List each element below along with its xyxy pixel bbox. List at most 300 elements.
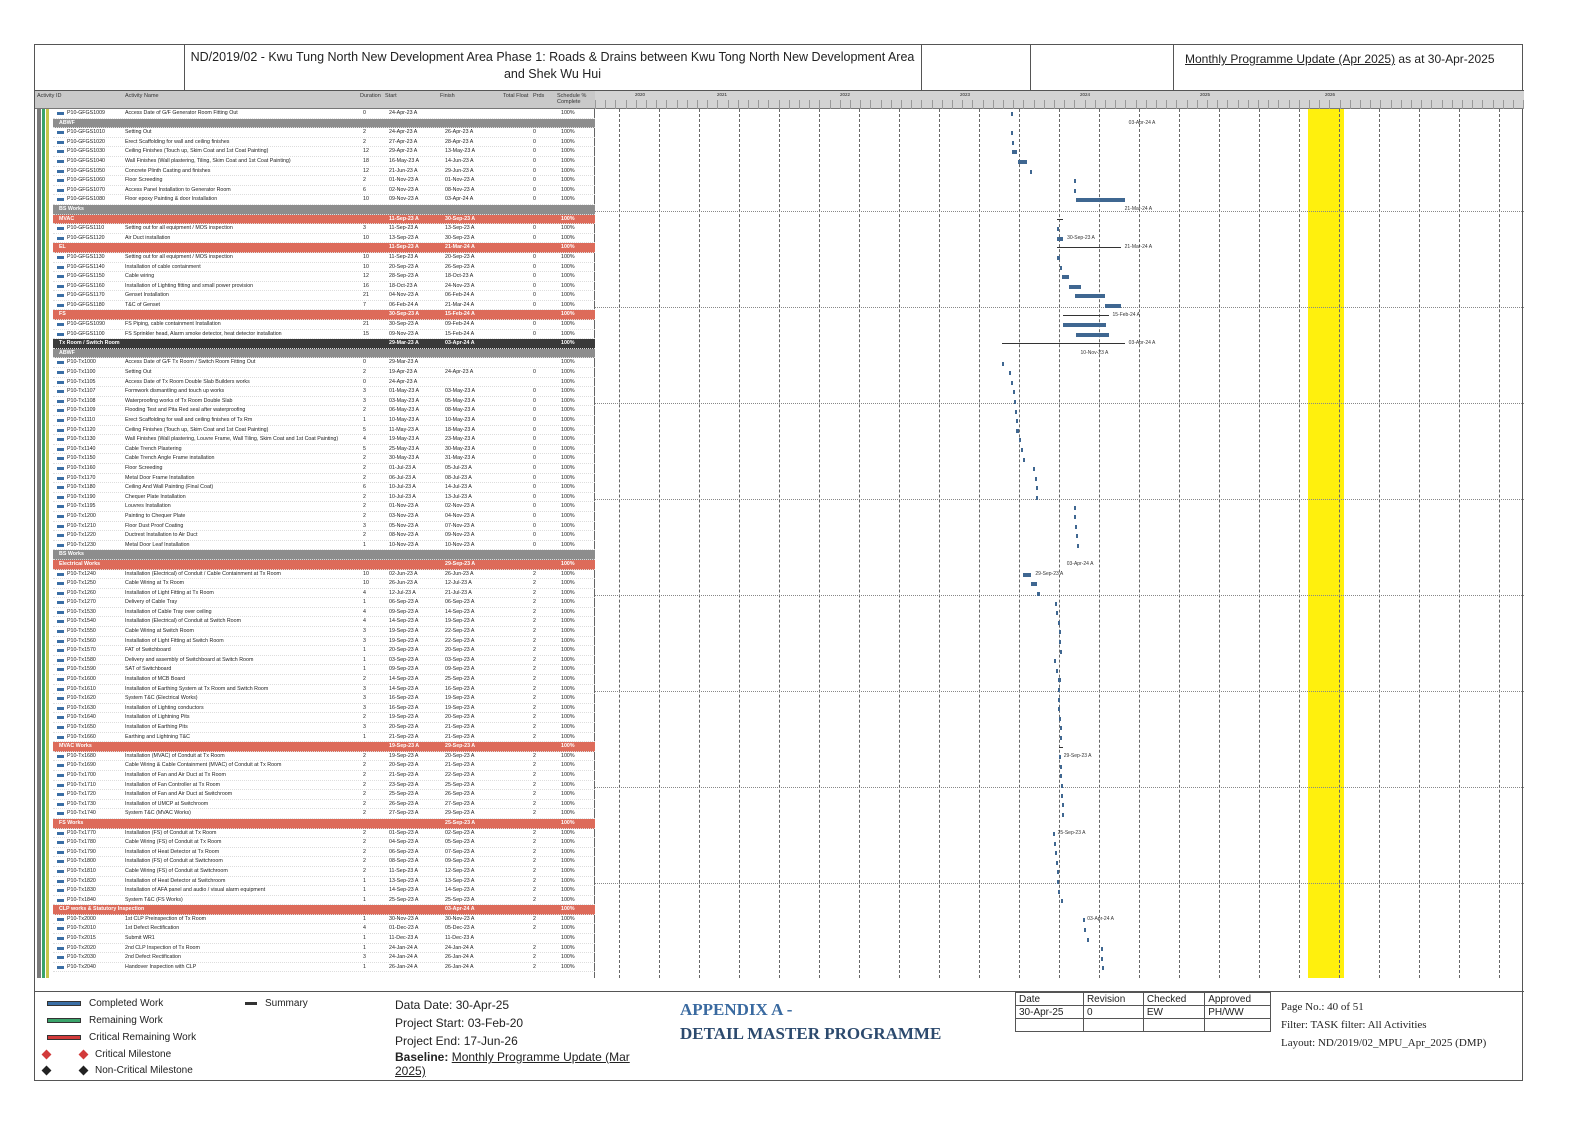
finish-date: 03-Apr-24 A — [445, 340, 475, 347]
finish-date: 26-Sep-23 A — [445, 263, 475, 270]
activity-bar — [1076, 333, 1108, 337]
table-row[interactable] — [53, 685, 595, 695]
table-row[interactable] — [53, 195, 595, 205]
table-row[interactable] — [53, 147, 595, 157]
title-divider — [1030, 45, 1031, 91]
table-row[interactable] — [53, 128, 595, 138]
table-row[interactable] — [53, 138, 595, 148]
activity-bar — [1058, 707, 1060, 711]
start-date: 06-Feb-24 A — [389, 301, 419, 308]
activity-id: P10-Tx1107 — [67, 388, 96, 395]
finish-date: 14-Jul-23 A — [445, 484, 472, 491]
activity-name: BS Works — [59, 205, 84, 212]
activity-id: P10-Tx1840 — [67, 896, 96, 903]
finish-date: 30-May-23 A — [445, 445, 476, 452]
table-row[interactable] — [53, 867, 595, 877]
table-row[interactable] — [53, 358, 595, 368]
total-float: 2 — [533, 647, 536, 654]
duration: 15 — [363, 330, 369, 337]
legend-label: Critical Remaining Work — [89, 1032, 197, 1043]
activity-id: P10-GFGS1160 — [67, 282, 105, 289]
month-tick — [850, 100, 851, 109]
start-date: 11-Sep-23 A — [389, 253, 419, 260]
start-date: 19-Sep-23 A — [389, 628, 419, 635]
start-date: 30-Nov-23 A — [389, 915, 419, 922]
table-row[interactable] — [53, 675, 595, 685]
start-date: 06-Jul-23 A — [389, 474, 416, 481]
finish-date: 05-Sep-23 A — [445, 839, 475, 846]
table-row[interactable] — [53, 512, 595, 522]
activity-id: P10-Tx1160 — [67, 464, 96, 471]
finish-date: 22-Sep-23 A — [445, 771, 475, 778]
activity-id: P10-Tx1610 — [67, 685, 96, 692]
group-row[interactable] — [53, 119, 595, 129]
percent-complete: 100% — [561, 426, 575, 433]
grid-line — [1019, 109, 1020, 978]
activity-name: Installation of Light Fitting at Tx Room — [125, 589, 214, 596]
activity-id: P10-Tx1560 — [67, 637, 96, 644]
percent-complete: 100% — [561, 282, 575, 289]
start-date: 25-May-23 A — [389, 445, 420, 452]
title-divider — [921, 45, 922, 91]
table-row[interactable] — [53, 944, 595, 954]
month-tick — [962, 100, 963, 109]
activity-id: P10-Tx1110 — [67, 417, 96, 423]
activity-bar-icon — [57, 620, 64, 623]
table-row[interactable] — [53, 493, 595, 503]
finish-date: 18-Oct-23 A — [445, 273, 474, 280]
activity-bar-icon — [57, 764, 64, 767]
table-row[interactable] — [53, 301, 595, 311]
activity-bar — [1059, 717, 1061, 721]
month-tick — [1472, 100, 1473, 109]
start-date: 16-Sep-23 A — [389, 704, 419, 711]
total-float: 2 — [533, 752, 536, 759]
table-row[interactable] — [53, 733, 595, 743]
table-row[interactable] — [53, 570, 595, 580]
total-float: 2 — [533, 704, 536, 711]
duration: 10 — [363, 580, 369, 587]
month-tick — [687, 100, 688, 109]
group-row[interactable] — [53, 243, 595, 253]
percent-complete: 100% — [561, 263, 575, 270]
total-float: 2 — [533, 656, 536, 663]
percent-complete: 100% — [561, 273, 575, 280]
table-row[interactable] — [53, 627, 595, 637]
total-float: 0 — [533, 301, 536, 308]
activity-id: P10-GFGS1050 — [67, 167, 105, 174]
activity-name: T&C of Genset — [125, 301, 161, 308]
table-row[interactable] — [53, 368, 595, 378]
finish-date: 20-Sep-23 A — [445, 253, 475, 260]
activity-name: Setting Out — [125, 369, 152, 376]
summary-bar — [1059, 747, 1062, 748]
grid-line — [1499, 109, 1500, 978]
table-row[interactable] — [53, 953, 595, 963]
finish-date: 08-May-23 A — [445, 407, 476, 414]
start-date: 06-Sep-23 A — [389, 599, 419, 606]
page-band-line — [595, 403, 1524, 404]
table-row[interactable] — [53, 656, 595, 666]
total-float: 2 — [533, 676, 536, 683]
start-date: 04-Sep-23 A — [389, 839, 419, 846]
activity-id: P10-Tx1220 — [67, 532, 96, 539]
activity-bar — [1102, 966, 1104, 970]
activity-id: P10-Tx1720 — [67, 791, 96, 798]
finish-date: 10-May-23 A — [445, 417, 476, 423]
activity-id: P10-GFGS1020 — [67, 138, 105, 145]
group-row[interactable] — [53, 905, 595, 915]
month-tick — [1482, 100, 1483, 109]
activity-name: Cable Trench Angle Frame installation — [125, 455, 215, 462]
finish-date: 26-Jan-24 A — [445, 954, 474, 961]
table-row[interactable] — [53, 167, 595, 177]
group-row[interactable] — [53, 560, 595, 570]
table-row[interactable] — [53, 915, 595, 925]
total-float: 0 — [533, 503, 536, 510]
group-row[interactable] — [53, 349, 595, 359]
table-row[interactable] — [53, 637, 595, 647]
month-tick — [1411, 100, 1412, 109]
duration: 2 — [363, 369, 366, 376]
activity-id: P10-Tx1000 — [67, 359, 96, 366]
finish-date: 04-Nov-23 A — [445, 512, 475, 519]
duration: 21 — [363, 292, 369, 299]
total-float: 0 — [533, 321, 536, 328]
activity-name: Access Date of G/F Tx Room / Switch Room Fitting Out — [125, 359, 256, 366]
month-tick — [1523, 100, 1524, 109]
month-tick — [1513, 100, 1514, 109]
percent-complete: 100% — [561, 541, 575, 548]
activity-name: Cable Wiring at Tx Room — [125, 580, 185, 587]
month-tick — [1309, 100, 1310, 109]
duration: 2 — [363, 512, 366, 519]
table-row[interactable] — [53, 934, 595, 944]
activity-bar — [1063, 323, 1106, 327]
start-date: 08-Sep-23 A — [389, 858, 419, 865]
table-row[interactable] — [53, 502, 595, 512]
wbs-stripe — [46, 109, 49, 978]
table-row[interactable] — [53, 320, 595, 330]
finish-date: 05-May-23 A — [445, 397, 476, 404]
percent-complete: 100% — [561, 148, 575, 155]
table-row[interactable] — [53, 838, 595, 848]
percent-complete: 100% — [561, 455, 575, 462]
finish-date: 06-Sep-23 A — [445, 599, 475, 606]
group-row[interactable] — [53, 550, 595, 560]
table-row[interactable] — [53, 416, 595, 426]
table-row[interactable] — [53, 800, 595, 810]
activity-bar — [1069, 285, 1081, 289]
activity-name: Installation of MCB Board — [125, 676, 186, 683]
rev-date: 30-Apr-25 — [1016, 1006, 1084, 1019]
filter-info: Filter: TASK filter: All Activities — [1281, 1019, 1427, 1031]
table-row[interactable] — [53, 483, 595, 493]
table-row[interactable] — [53, 579, 595, 589]
table-row[interactable] — [53, 272, 595, 282]
critical-milestone-icon — [42, 1050, 52, 1060]
activity-id: P10-Tx1550 — [67, 628, 96, 635]
update-title — [1185, 51, 1515, 68]
duration: 2 — [363, 407, 366, 414]
month-tick — [626, 100, 627, 109]
table-row[interactable] — [53, 426, 595, 436]
group-row[interactable] — [53, 339, 595, 349]
col-start: Start — [385, 93, 397, 99]
page-info — [1281, 998, 1486, 1052]
finish-date: 08-Jul-23 A — [445, 474, 472, 481]
table-row[interactable] — [53, 109, 595, 119]
duration: 1 — [363, 733, 366, 740]
percent-complete: 100% — [561, 157, 575, 164]
total-float: 2 — [533, 839, 536, 846]
percent-complete: 100% — [561, 186, 575, 193]
col-activity-name: Activity Name — [125, 93, 159, 99]
activity-name: Cable Trench Plastering — [125, 445, 182, 452]
activity-bar — [1033, 467, 1035, 471]
start-date: 01-Nov-23 A — [389, 177, 419, 184]
activity-name: Access Date of G/F Generator Room Fitting Out — [125, 110, 238, 116]
finish-date: 27-Sep-23 A — [445, 800, 475, 807]
finish-label: 03-Apr-24 A — [1087, 916, 1114, 923]
finish-date: 20-Sep-23 A — [445, 647, 475, 654]
table-row[interactable] — [53, 541, 595, 551]
table-row[interactable] — [53, 522, 595, 532]
duration: 2 — [363, 762, 366, 769]
table-row[interactable] — [53, 694, 595, 704]
activity-name: Installation of Lighting fitting and small power provision — [125, 282, 254, 289]
table-row[interactable] — [53, 896, 595, 906]
duration: 2 — [363, 474, 366, 481]
table-row[interactable] — [53, 713, 595, 723]
activity-bar — [1060, 266, 1062, 270]
table-row[interactable] — [53, 598, 595, 608]
month-tick — [1493, 100, 1494, 109]
activity-bar — [1037, 592, 1040, 596]
total-float: 2 — [533, 781, 536, 788]
table-row[interactable] — [53, 435, 595, 445]
activity-name: Setting out for all equipment / MOS inspection — [125, 253, 233, 260]
total-float: 0 — [533, 493, 536, 500]
table-row[interactable] — [53, 646, 595, 656]
table-row[interactable] — [53, 282, 595, 292]
start-date: 11-Sep-23 A — [389, 244, 419, 251]
rev-revision: 0 — [1083, 1006, 1143, 1019]
group-row[interactable] — [53, 205, 595, 215]
activity-bar-icon — [57, 841, 64, 844]
activity-bar-icon — [57, 678, 64, 681]
table-row[interactable] — [53, 761, 595, 771]
table-row[interactable] — [53, 723, 595, 733]
activity-id: P10-GFGS1060 — [67, 177, 105, 184]
duration: 2 — [363, 771, 366, 778]
month-tick — [1452, 100, 1453, 109]
start-date: 13-Sep-23 A — [389, 877, 419, 884]
duration: 1 — [363, 647, 366, 654]
table-row[interactable] — [53, 857, 595, 867]
finish-date: 05-Jul-23 A — [445, 464, 472, 471]
table-row[interactable] — [53, 378, 595, 388]
table-row[interactable] — [53, 224, 595, 234]
total-float: 0 — [533, 330, 536, 337]
start-date: 04-Nov-23 A — [389, 292, 419, 299]
activity-name: Cable Wiring (FS) of Conduit at Tx Room — [125, 839, 222, 846]
total-float: 2 — [533, 829, 536, 836]
month-tick — [646, 100, 647, 109]
total-float: 0 — [533, 445, 536, 452]
start-date: 11-Sep-23 A — [389, 225, 419, 232]
table-row[interactable] — [53, 253, 595, 263]
duration: 3 — [363, 695, 366, 702]
activity-bar — [1062, 813, 1064, 817]
month-tick — [952, 100, 953, 109]
start-date: 25-Sep-23 A — [389, 896, 419, 903]
table-row[interactable] — [53, 397, 595, 407]
year-label: 2022 — [840, 92, 851, 97]
timescale-header — [595, 91, 1524, 109]
table-row[interactable] — [53, 848, 595, 858]
table-row[interactable] — [53, 157, 595, 167]
activity-id: P10-Tx1810 — [67, 867, 96, 874]
table-row[interactable] — [53, 531, 595, 541]
table-row[interactable] — [53, 809, 595, 819]
total-float: 2 — [533, 810, 536, 817]
activity-bar-icon — [57, 851, 64, 854]
activity-bar-icon — [57, 170, 64, 173]
table-row[interactable] — [53, 829, 595, 839]
grid-line — [1299, 109, 1300, 978]
table-row[interactable] — [53, 963, 595, 973]
percent-complete: 100% — [561, 244, 575, 251]
duration: 2 — [363, 800, 366, 807]
table-row[interactable] — [53, 263, 595, 273]
table-row[interactable] — [53, 330, 595, 340]
activity-name: Earthing and Lightning T&C — [125, 733, 190, 740]
table-row[interactable] — [53, 186, 595, 196]
table-row[interactable] — [53, 877, 595, 887]
duration: 10 — [363, 570, 369, 577]
finish-date: 19-Sep-23 A — [445, 618, 475, 625]
duration: 5 — [363, 445, 366, 452]
total-float: 2 — [533, 733, 536, 740]
month-tick — [942, 100, 943, 109]
month-tick — [891, 100, 892, 109]
table-row[interactable] — [53, 387, 595, 397]
grid-line — [739, 109, 740, 978]
duration: 2 — [363, 455, 366, 462]
table-row[interactable] — [53, 924, 595, 934]
table-row[interactable] — [53, 665, 595, 675]
duration: 10 — [363, 263, 369, 270]
start-date: 02-Nov-23 A — [389, 186, 419, 193]
rev-header-date: Date — [1016, 993, 1084, 1006]
total-float: 2 — [533, 925, 536, 932]
activity-name: Cable Wiring & Cable Containment (MVAC) of Conduit at Tx Room — [125, 762, 282, 769]
activity-bar — [1016, 429, 1018, 433]
group-row[interactable] — [53, 215, 595, 225]
start-date: 24-Jan-24 A — [389, 954, 418, 961]
start-date: 21-Sep-23 A — [389, 733, 419, 740]
month-tick — [1442, 100, 1443, 109]
table-row[interactable] — [53, 176, 595, 186]
duration: 2 — [363, 867, 366, 874]
finish-label: 29-Sep-23 A — [1063, 753, 1092, 760]
table-row[interactable] — [53, 464, 595, 474]
activity-bar — [1013, 390, 1015, 394]
group-row[interactable] — [53, 819, 595, 829]
finish-date: 30-Sep-23 A — [445, 215, 476, 222]
percent-complete: 100% — [561, 714, 575, 721]
legend-critical — [47, 1032, 196, 1043]
table-row[interactable] — [53, 291, 595, 301]
table-row[interactable] — [53, 589, 595, 599]
percent-complete: 100% — [561, 963, 575, 970]
duration: 1 — [363, 935, 366, 942]
year-label: 2026 — [1325, 92, 1336, 97]
table-row[interactable] — [53, 704, 595, 714]
activity-bar-icon — [57, 285, 64, 288]
percent-complete: 100% — [561, 944, 575, 951]
start-date: 21-Jun-23 A — [389, 167, 418, 174]
activity-name: Floor Screeding — [125, 464, 163, 471]
table-row[interactable] — [53, 234, 595, 244]
activity-bar-icon — [57, 237, 64, 240]
finish-date: 28-Apr-23 A — [445, 138, 474, 145]
activity-name: ABWF — [59, 119, 75, 126]
activity-bar — [1074, 506, 1076, 510]
summary-bar — [1002, 343, 1125, 344]
revision-table — [1015, 992, 1271, 1038]
table-row[interactable] — [53, 454, 595, 464]
percent-complete: 100% — [561, 637, 575, 644]
percent-complete: 100% — [561, 819, 575, 826]
total-float: 2 — [533, 762, 536, 769]
activity-bar-icon — [57, 832, 64, 835]
table-row[interactable] — [53, 406, 595, 416]
activity-id: P10-Tx1250 — [67, 580, 96, 587]
duration: 2 — [363, 714, 366, 721]
table-row[interactable] — [53, 608, 595, 618]
update-link[interactable]: Monthly Programme Update (Apr 2025) — [1185, 52, 1396, 66]
total-float: 2 — [533, 589, 536, 596]
activity-id: P10-Tx1740 — [67, 810, 96, 817]
percent-complete: 100% — [561, 743, 575, 750]
activity-bar — [1058, 621, 1060, 625]
activity-name: Concrete Plinth Casting and finishes — [125, 167, 211, 174]
group-row[interactable] — [53, 742, 595, 752]
total-float: 2 — [533, 628, 536, 635]
activity-bar — [1060, 650, 1062, 654]
activity-bar-icon — [57, 457, 64, 460]
finish-date: 11-Dec-23 A — [445, 935, 475, 942]
total-float: 0 — [533, 292, 536, 299]
legend-remaining — [47, 1015, 163, 1026]
table-row[interactable] — [53, 617, 595, 627]
table-row[interactable] — [53, 445, 595, 455]
table-row[interactable] — [53, 771, 595, 781]
group-row[interactable] — [53, 310, 595, 320]
activity-id: P10-Tx1800 — [67, 858, 96, 865]
activity-bar — [1014, 400, 1016, 404]
total-float: 0 — [533, 369, 536, 376]
table-row[interactable] — [53, 752, 595, 762]
finish-date: 19-Sep-23 A — [445, 704, 475, 711]
table-row[interactable] — [53, 790, 595, 800]
percent-complete: 100% — [561, 196, 575, 203]
table-row[interactable] — [53, 886, 595, 896]
table-row[interactable] — [53, 781, 595, 791]
table-row[interactable] — [53, 474, 595, 484]
